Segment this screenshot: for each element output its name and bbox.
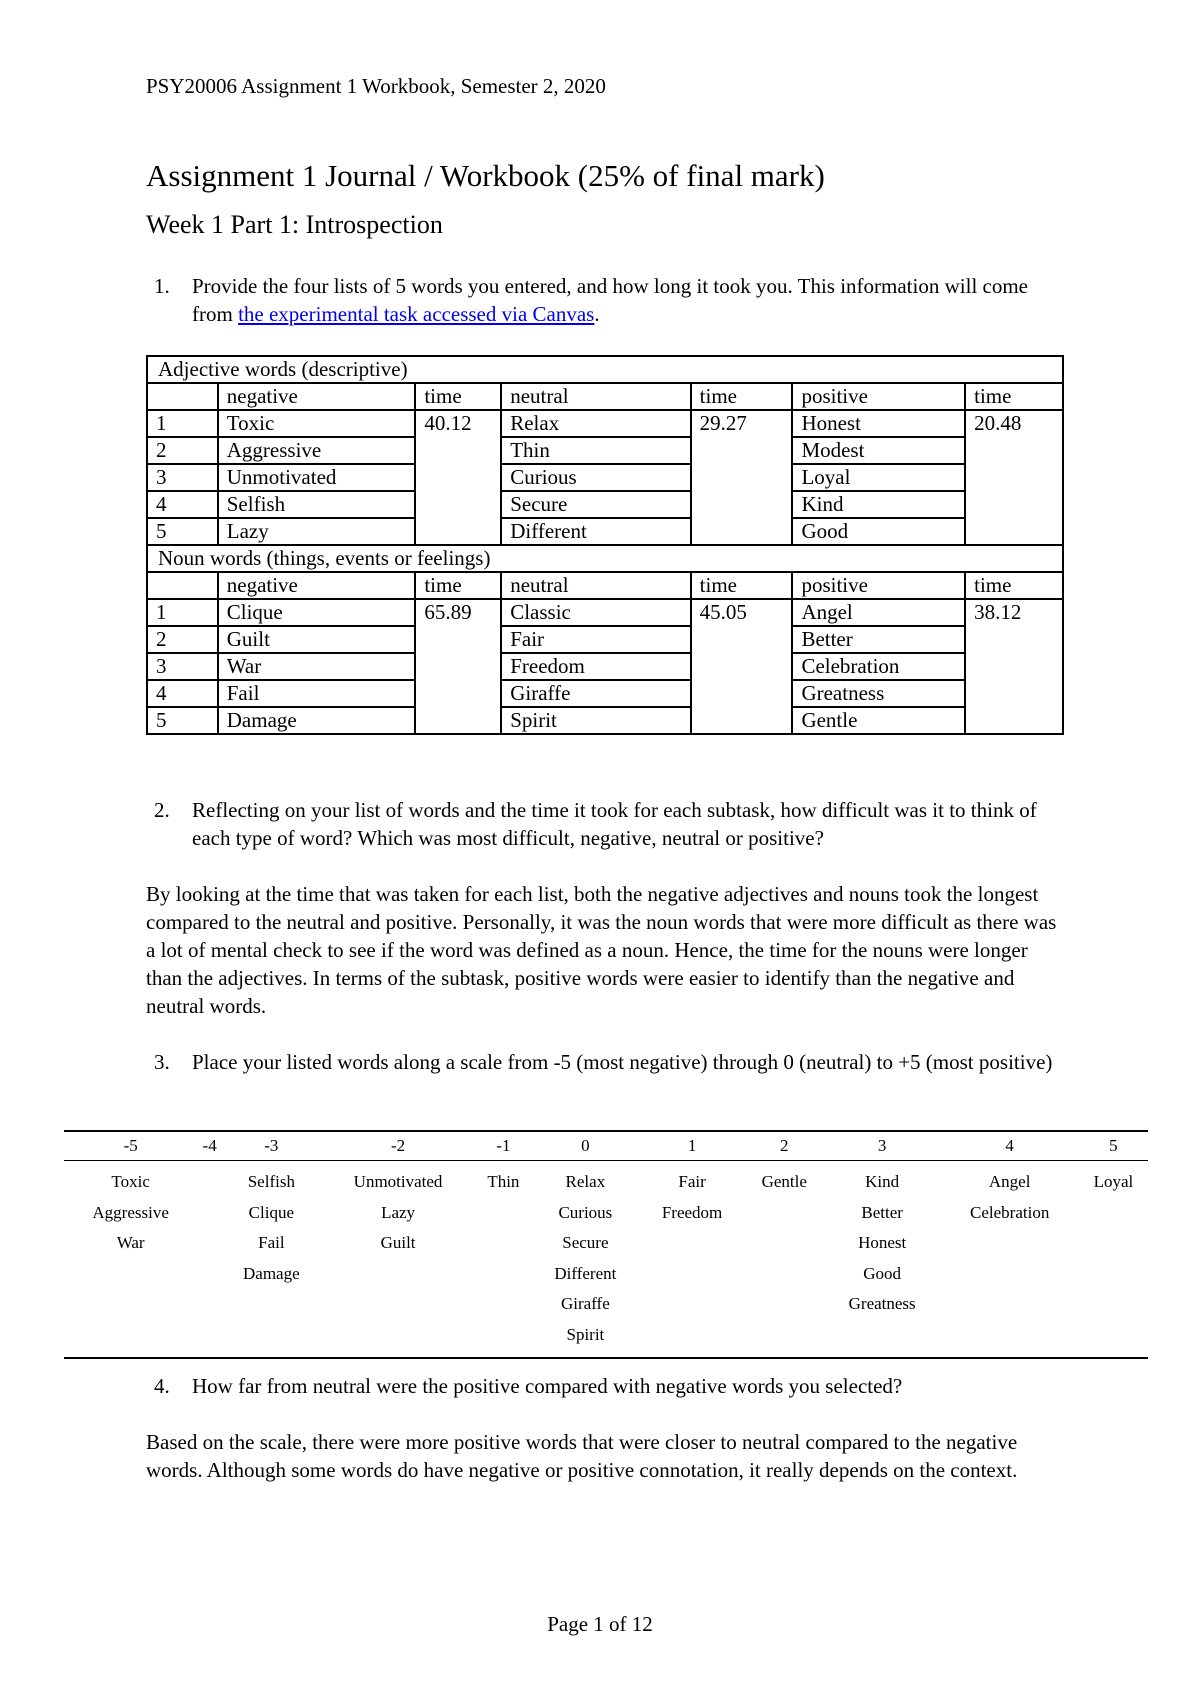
- scale-word: Greatness: [848, 1294, 916, 1313]
- positive-word: Gentle: [792, 707, 965, 734]
- column-header: time: [965, 572, 1063, 599]
- neutral-word: Curious: [501, 464, 690, 491]
- positive-word: Better: [792, 626, 965, 653]
- row-number-header: [147, 383, 218, 410]
- neutral-time: 29.27: [691, 410, 793, 545]
- neutral-word: Freedom: [501, 653, 690, 680]
- positive-word: Loyal: [792, 464, 965, 491]
- scale-word: Spirit: [566, 1324, 605, 1344]
- column-header: time: [965, 383, 1063, 410]
- scale-label: 0: [531, 1131, 639, 1161]
- question-4: [154, 1372, 1066, 1400]
- table-row: [147, 491, 1063, 518]
- scale-column: [941, 1161, 1079, 1359]
- table-row: [147, 518, 1063, 545]
- positive-word: Celebration: [792, 653, 965, 680]
- scale-word: Good: [863, 1263, 902, 1283]
- scale-column: [197, 1161, 222, 1359]
- scale-word: Gentle: [761, 1172, 807, 1191]
- table-row: [147, 599, 1063, 626]
- scale-word: Celebration: [970, 1202, 1050, 1222]
- positive-word: Modest: [792, 437, 965, 464]
- scale-column: [531, 1161, 639, 1359]
- column-header: neutral: [501, 572, 690, 599]
- scale-label: 1: [639, 1131, 744, 1161]
- neutral-word: Fair: [501, 626, 690, 653]
- row-number: 2: [147, 626, 218, 653]
- scale-label: -2: [321, 1131, 476, 1161]
- negative-word: Lazy: [218, 518, 416, 545]
- scale-word: Fair: [678, 1172, 706, 1191]
- scale-word: Toxic: [111, 1172, 150, 1191]
- table-row: [147, 626, 1063, 653]
- scale-word: Giraffe: [560, 1294, 610, 1313]
- scale-word: Secure: [562, 1233, 609, 1252]
- neutral-word: Different: [501, 518, 690, 545]
- scale-word: Freedom: [661, 1202, 723, 1222]
- negative-word: Toxic: [218, 410, 416, 437]
- neutral-time: 45.05: [691, 599, 793, 734]
- neutral-word: Classic: [501, 599, 690, 626]
- word-lists-table: [146, 355, 1064, 735]
- scale-column: [64, 1161, 197, 1359]
- section-header-row: [147, 545, 1063, 572]
- table-row: [147, 680, 1063, 707]
- negative-word: Aggressive: [218, 437, 416, 464]
- negative-word: Fail: [218, 680, 416, 707]
- answer-2: By looking at the time that was taken for each list, both the negative adjectives and nouns took the longest compared to the neutral and positive. Personally, it was the noun words that were more difficult as there was a lot of mental check to see if the word was defined as a noun. Hence, the time for the nouns were longer than the adjectives. In terms of the subtask, positive words were easier to identify than the negative and neutral words.: [146, 882, 1057, 1018]
- scale-word: Clique: [248, 1202, 295, 1222]
- valence-scale-table: [64, 1130, 1148, 1359]
- neutral-word: Giraffe: [501, 680, 690, 707]
- table-row: [147, 464, 1063, 491]
- scale-word: Better: [861, 1202, 903, 1222]
- row-number: 4: [147, 680, 218, 707]
- scale-label: -1: [475, 1131, 531, 1161]
- row-number: 5: [147, 707, 218, 734]
- positive-word: Honest: [792, 410, 965, 437]
- row-number: 2: [147, 437, 218, 464]
- table-row: [147, 437, 1063, 464]
- scale-word: Guilt: [380, 1233, 416, 1252]
- scale-word: Lazy: [381, 1202, 416, 1222]
- scale-column: [1079, 1161, 1148, 1359]
- positive-word: Greatness: [792, 680, 965, 707]
- scale-column: [222, 1161, 321, 1359]
- question-number: 3.: [154, 1050, 170, 1074]
- scale-column: [639, 1161, 744, 1359]
- scale-word: Relax: [565, 1172, 606, 1191]
- scale-word: Curious: [558, 1202, 613, 1222]
- scale-word: Kind: [865, 1172, 900, 1191]
- neutral-word: Spirit: [501, 707, 690, 734]
- column-header: negative: [218, 572, 416, 599]
- column-header: positive: [792, 572, 965, 599]
- scale-word: War: [116, 1233, 145, 1252]
- scale-label: 2: [745, 1131, 824, 1161]
- column-header: negative: [218, 383, 416, 410]
- scale-word: Fail: [258, 1233, 285, 1252]
- row-number: 4: [147, 491, 218, 518]
- column-header-row: [147, 383, 1063, 410]
- question-3: [154, 1048, 1066, 1076]
- scale-label: 3: [824, 1131, 941, 1161]
- scale-word: Unmotivated: [353, 1172, 443, 1191]
- table-row: [147, 707, 1063, 734]
- column-header: time: [415, 572, 501, 599]
- section-header-cell: Noun words (things, events or feelings): [147, 545, 1063, 572]
- negative-time: 40.12: [415, 410, 501, 545]
- neutral-word: Thin: [501, 437, 690, 464]
- negative-word: Unmotivated: [218, 464, 416, 491]
- table-row: [147, 410, 1063, 437]
- positive-word: Good: [792, 518, 965, 545]
- question-text: How far from neutral were the positive compared with negative words you selected?: [192, 1374, 903, 1398]
- scale-word: Honest: [858, 1233, 907, 1252]
- scale-word: Aggressive: [92, 1202, 169, 1222]
- scale-word: Selfish: [247, 1172, 295, 1191]
- row-number: 3: [147, 653, 218, 680]
- question-number: 4.: [154, 1374, 170, 1398]
- neutral-word: Relax: [501, 410, 690, 437]
- page-footer: Page 1 of 12: [547, 1612, 653, 1636]
- positive-time: 38.12: [965, 599, 1063, 734]
- question-text: Reflecting on your list of words and the time it took for each subtask, how difficult was it to think of each type of word? Which was most difficult, negative, neutral or positive?: [192, 798, 1037, 850]
- scale-column: [745, 1161, 824, 1359]
- question-1: [154, 272, 1066, 328]
- row-number: 1: [147, 599, 218, 626]
- negative-word: Damage: [218, 707, 416, 734]
- column-header: time: [415, 383, 501, 410]
- negative-word: Guilt: [218, 626, 416, 653]
- question-2: [154, 796, 1066, 852]
- page-header: PSY20006 Assignment 1 Workbook, Semester 2, 2020: [146, 74, 606, 98]
- row-number-header: [147, 572, 218, 599]
- scale-column: [824, 1161, 941, 1359]
- negative-word: War: [218, 653, 416, 680]
- positive-time: 20.48: [965, 410, 1063, 545]
- scale-word: Different: [554, 1263, 617, 1283]
- scale-label: -4: [197, 1131, 222, 1161]
- row-number: 5: [147, 518, 218, 545]
- column-header: time: [691, 572, 793, 599]
- positive-word: Kind: [792, 491, 965, 518]
- scale-label: 4: [941, 1131, 1079, 1161]
- row-number: 3: [147, 464, 218, 491]
- scale-label: -3: [222, 1131, 321, 1161]
- column-header: neutral: [501, 383, 690, 410]
- table-row: [147, 653, 1063, 680]
- answer-4: Based on the scale, there were more positive words that were closer to neutral compared to the negative words. Although some words do have negative or positive connotation, it really depends on the context.: [146, 1430, 1018, 1482]
- negative-word: Clique: [218, 599, 416, 626]
- canvas-task-link[interactable]: the experimental task accessed via Canvas: [238, 302, 595, 326]
- scale-column: [321, 1161, 476, 1359]
- positive-word: Angel: [792, 599, 965, 626]
- scale-word: Damage: [243, 1263, 300, 1283]
- column-header: time: [691, 383, 793, 410]
- scale-label: -5: [64, 1131, 197, 1161]
- column-header-row: [147, 572, 1063, 599]
- section-header-row: [147, 356, 1063, 383]
- question-number: 2.: [154, 798, 170, 822]
- negative-word: Selfish: [218, 491, 416, 518]
- scale-word: Angel: [988, 1172, 1031, 1191]
- scale-word: Thin: [487, 1172, 520, 1191]
- scale-column: [475, 1161, 531, 1359]
- question-text: Provide the four lists of 5 words you entered, and how long it took you. This information will come from the experimental task accessed via Canvas.: [192, 274, 1029, 326]
- page-title: Assignment 1 Journal / Workbook (25% of final mark): [146, 158, 825, 193]
- scale-word: Loyal: [1093, 1172, 1134, 1191]
- question-number: 1.: [154, 274, 170, 298]
- column-header: positive: [792, 383, 965, 410]
- scale-label: 5: [1079, 1131, 1148, 1161]
- section-header-cell: Adjective words (descriptive): [147, 356, 1063, 383]
- row-number: 1: [147, 410, 218, 437]
- section-subtitle: Week 1 Part 1: Introspection: [146, 210, 443, 239]
- negative-time: 65.89: [415, 599, 501, 734]
- question-text: Place your listed words along a scale from -5 (most negative) through 0 (neutral) to +5 (most positive): [192, 1050, 1053, 1074]
- neutral-word: Secure: [501, 491, 690, 518]
